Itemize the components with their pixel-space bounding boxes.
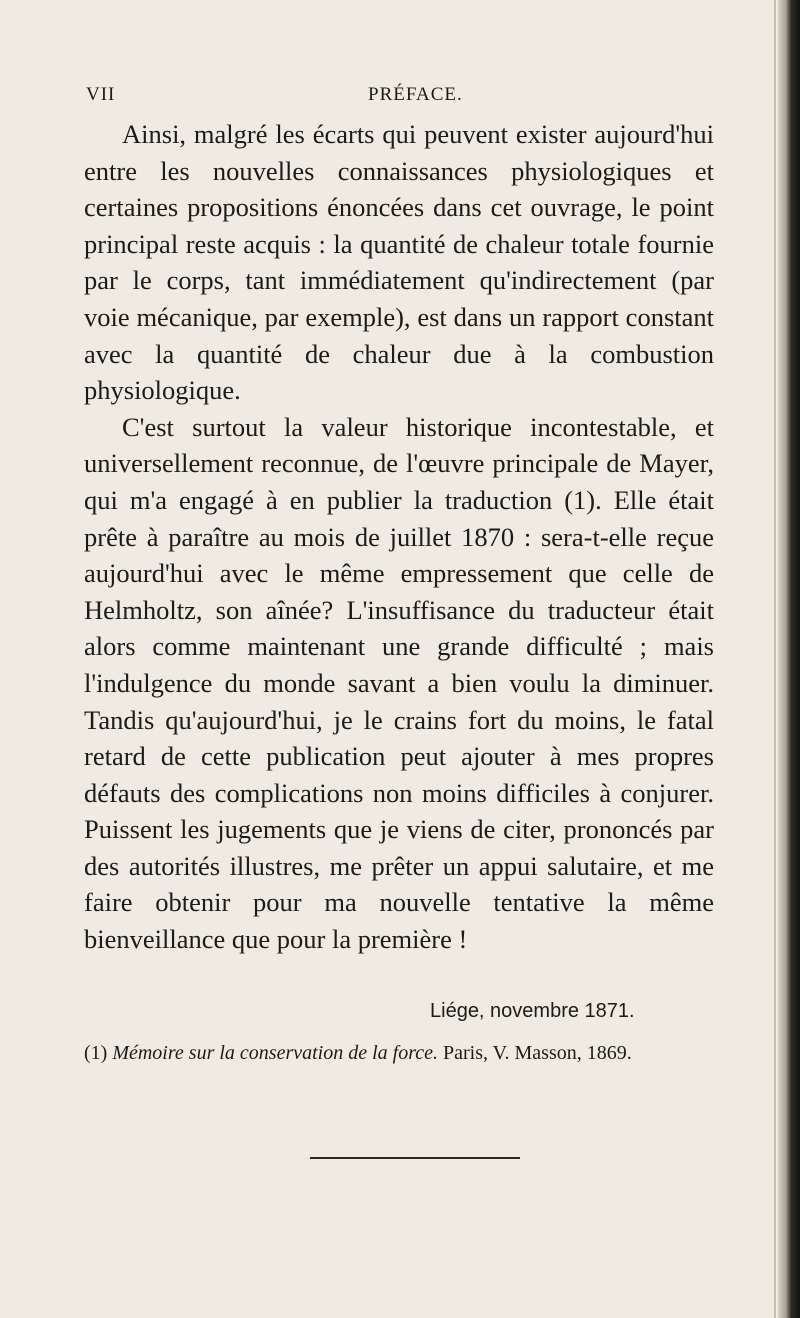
body-text [84,116,714,958]
running-head [86,84,726,110]
book-spine-shadow [778,0,800,1318]
signature-date: Liége, novembre 1871. [430,1000,635,1022]
footnote-publisher: Paris, V. Masson, 1869. [443,1042,632,1064]
divider-rule [310,1157,520,1159]
footnote-marker: (1) [84,1042,108,1064]
paragraph-1: Ainsi, malgré les écarts qui peuvent exister aujourd'hui entre les nouvelles connaissances physiologiques et certaines propositions énoncées dans cet ouvrage, le point principal reste acquis : la quantité de chaleur totale fournie par le corps, tant immédiatement qu'indirectement (par voie mécanique, par exemple), est dans un rapport constant avec la quantité de chaleur due à la combustion physiologique. [84,119,714,406]
footnote [84,1042,724,1065]
running-title: PRÉFACE. [368,84,463,105]
footnote-title: Mémoire sur la conservation de la force. [112,1042,439,1064]
page-number: VII [86,84,116,105]
paragraph-2: C'est surtout la valeur historique incontestable, et universellement reconnue, de l'œuvre principale de Mayer, qui m'a engagé à en publier la traduction (1). Elle était prête à paraître au mois de juillet 1870 : sera-t-elle reçue aujourd'hui avec le même empressement que celle de Helmholtz, son aînée? L'insuffisance du traducteur était alors comme maintenant une grande difficulté ; mais l'indulgence du monde savant a bien voulu la diminuer. Tandis qu'aujourd'hui, je le crains fort du moins, le fatal retard de cette publication peut ajouter à mes propres défauts des complications non moins difficiles à conjurer. Puissent les jugements que je viens de citer, prononcés par des autorités illustres, me prêter un appui salutaire, et me faire obtenir pour ma nouvelle tentative la même bienveillance que pour la première ! [84,411,714,955]
page-edge-line [774,0,776,1318]
